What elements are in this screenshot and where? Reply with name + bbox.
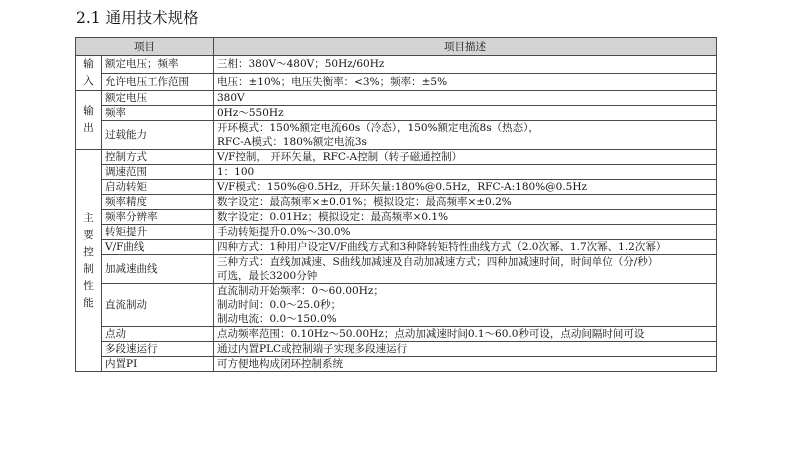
spec-table-body [76,56,717,372]
description-line: 1：100 [217,166,255,178]
table-row [76,342,717,357]
table-row [76,210,717,225]
item-name: 点动 [102,327,214,342]
item-name: 加减速曲线 [102,255,214,284]
description-line: 三种方式：直线加减速、S曲线加减速及自动加减速方式；四种加减速时间，时间单位（分/秒） [217,256,659,268]
description-line: 数字设定：最高频率×±0.01%；模拟设定：最高频率×±0.2% [217,196,512,208]
description-line: 直流制动开始频率：0～60.00Hz； [217,285,384,297]
item-name: 调速范围 [102,165,214,180]
table-row [76,73,717,91]
item-description [214,342,717,357]
item-description [214,195,717,210]
category-cell-input [76,56,102,91]
description-line: V/F模式：150%@0.5Hz，开环矢量:180%@0.5Hz，RFC-A:180%@0.5Hz [217,181,588,193]
category-char: 制 [83,262,94,275]
description-line: 制动时间：0.0～25.0秒； [217,299,342,311]
table-row [76,240,717,255]
description-line: 电压：±10%；电压失衡率：<3%；频率：±5% [217,75,448,88]
description-line: 数字设定：0.01Hz；模拟设定：最高频率×0.1% [217,211,449,223]
spec-table [75,37,717,372]
category-char: 要 [83,228,94,241]
category-char: 输 [83,105,94,117]
item-name: 控制方式 [102,150,214,165]
item-description [214,150,717,165]
description-line: 通过内置PLC或控制端子实现多段速运行 [217,343,408,355]
item-name: 额定电压 [102,91,214,106]
table-row [76,106,717,121]
item-description [214,121,717,150]
item-description [214,180,717,195]
item-name: 直流制动 [102,284,214,327]
table-header-row [76,38,717,56]
table-row [76,91,717,106]
category-char: 能 [83,296,94,309]
description-line: 三相：380V～480V；50Hz/60Hz [217,58,385,71]
table-row [76,121,717,150]
description-line: 380V [217,92,245,104]
item-name: V/F曲线 [102,240,214,255]
header-description: 项目描述 [214,38,717,56]
table-row [76,180,717,195]
category-char: 性 [83,279,94,292]
description-line: 开环模式：150%额定电流60s（冷态），150%额定电流8s（热态）， [217,122,539,134]
description-line: V/F控制， 开环矢量，RFC-A控制（转子磁通控制） [217,151,463,163]
item-description [214,240,717,255]
item-description [214,284,717,327]
item-description [214,165,717,180]
description-line: 制动电流：0.0～150.0% [217,313,337,325]
table-row [76,150,717,165]
item-description [214,56,717,74]
item-name: 频率分辨率 [102,210,214,225]
category-char: 输 [83,58,94,70]
table-row [76,255,717,284]
item-name: 启动转矩 [102,180,214,195]
category-char: 出 [83,122,94,134]
description-line: 手动转矩提升0.0%～30.0% [217,226,351,238]
table-row [76,56,717,74]
header-item: 项目 [76,38,214,56]
category-cell-main-control [76,150,102,372]
item-name: 频率精度 [102,195,214,210]
table-row [76,357,717,372]
item-description [214,210,717,225]
item-description [214,106,717,121]
item-name: 内置PI [102,357,214,372]
item-name: 频率 [102,106,214,121]
item-description [214,225,717,240]
description-line: 点动频率范围：0.10Hz～50.00Hz；点动加减速时间0.1～60.0秒可设，点动间隔时间可设 [217,328,645,340]
table-row [76,165,717,180]
item-name: 额定电压；频率 [102,56,214,74]
category-char: 控 [83,245,94,258]
description-line: 可选，最长3200分钟 [217,270,318,282]
table-row [76,327,717,342]
description-line: 0Hz～550Hz [217,107,284,119]
item-description [214,73,717,91]
description-line: 可方便地构成闭环控制系统 [217,358,343,370]
item-description [214,255,717,284]
table-row [76,284,717,327]
item-description [214,357,717,372]
category-char: 入 [83,75,94,87]
item-description [214,327,717,342]
item-name: 转矩提升 [102,225,214,240]
category-char: 主 [83,211,94,224]
item-name: 允许电压工作范围 [102,73,214,91]
item-name: 过载能力 [102,121,214,150]
item-description [214,91,717,106]
table-row [76,195,717,210]
item-name: 多段速运行 [102,342,214,357]
section-title: 2.1 通用技术规格 [76,9,199,27]
table-row [76,225,717,240]
description-line: 四种方式：1种用户设定V/F曲线方式和3种降转矩特性曲线方式（2.0次幂、1.7次幂、1.2次幂） [217,241,667,253]
category-cell-output [76,91,102,150]
description-line: RFC-A模式：180%额定电流3s [217,136,367,148]
